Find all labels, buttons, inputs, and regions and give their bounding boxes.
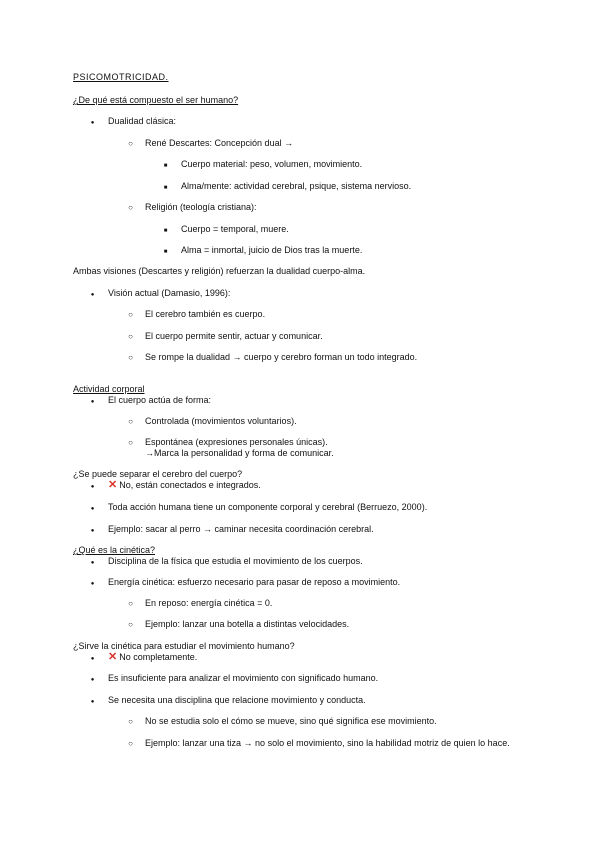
section-heading-composicion: ¿De qué está compuesto el ser humano? bbox=[73, 95, 239, 105]
bullet-disc-icon bbox=[87, 116, 98, 129]
bullet-circle-icon bbox=[125, 352, 136, 363]
section-heading-separar: ¿Se puede separar el cerebro del cuerpo? bbox=[73, 469, 243, 479]
bullet-disc-icon bbox=[87, 652, 98, 665]
list-item: Espontánea (expresiones personales únicas). bbox=[145, 437, 328, 447]
list-item-continuation: →Marca la personalidad y forma de comunicar. bbox=[145, 448, 334, 458]
list-item: Alma = inmortal, juicio de Dios tras la muerte. bbox=[181, 245, 363, 255]
bullet-disc-icon bbox=[87, 395, 98, 408]
list-item: Energía cinética: esfuerzo necesario para pasar de reposo a movimiento. bbox=[108, 577, 401, 587]
bullet-disc-icon bbox=[87, 502, 98, 515]
list-item: El cuerpo permite sentir, actuar y comunicar. bbox=[145, 331, 323, 341]
list-item: Dualidad clásica: bbox=[108, 116, 177, 126]
cross-mark-icon: ✕ bbox=[108, 479, 118, 491]
list-item: ✕ No completamente. bbox=[108, 651, 198, 663]
bullet-circle-icon bbox=[125, 138, 136, 149]
bullet-disc-icon bbox=[87, 695, 98, 708]
list-item: ✕ No, están conectados e integrados. bbox=[108, 479, 261, 491]
list-item: Alma/mente: actividad cerebral, psique, sistema nervioso. bbox=[181, 181, 412, 191]
bullet-circle-icon bbox=[125, 598, 136, 609]
bullet-square-icon bbox=[160, 224, 171, 237]
bullet-disc-icon bbox=[87, 673, 98, 686]
bullet-circle-icon bbox=[125, 619, 136, 630]
list-item: René Descartes: Concepción dual → bbox=[145, 138, 294, 148]
bullet-disc-icon bbox=[87, 288, 98, 301]
list-item: Ejemplo: sacar al perro → caminar necesita coordinación cerebral. bbox=[108, 524, 374, 534]
bullet-circle-icon bbox=[125, 437, 136, 448]
list-item: Cuerpo material: peso, volumen, movimiento. bbox=[181, 159, 363, 169]
list-item: Se necesita una disciplina que relacione movimiento y conducta. bbox=[108, 695, 366, 705]
bullet-circle-icon bbox=[125, 331, 136, 342]
cross-mark-icon: ✕ bbox=[108, 651, 118, 663]
bullet-disc-icon bbox=[87, 577, 98, 590]
bullet-circle-icon bbox=[125, 738, 136, 749]
list-item: Se rompe la dualidad → cuerpo y cerebro forman un todo integrado. bbox=[145, 352, 418, 362]
bullet-square-icon bbox=[160, 245, 171, 258]
list-item: Cuerpo = temporal, muere. bbox=[181, 224, 289, 234]
section-heading-cinetica: ¿Qué es la cinética? bbox=[73, 545, 156, 555]
document-title: PSICOMOTRICIDAD. bbox=[73, 72, 169, 82]
bullet-disc-icon bbox=[87, 524, 98, 537]
list-item: Religión (teología cristiana): bbox=[145, 202, 257, 212]
bullet-circle-icon bbox=[125, 416, 136, 427]
list-item: Visión actual (Damasio, 1996): bbox=[108, 288, 231, 298]
bullet-circle-icon bbox=[125, 309, 136, 320]
bullet-disc-icon bbox=[87, 480, 98, 493]
list-item: Disciplina de la física que estudia el movimiento de los cuerpos. bbox=[108, 556, 363, 566]
bullet-square-icon bbox=[160, 159, 171, 172]
paragraph: Ambas visiones (Descartes y religión) refuerzan la dualidad cuerpo-alma. bbox=[73, 266, 366, 276]
section-heading-sirve: ¿Sirve la cinética para estudiar el movimiento humano? bbox=[73, 641, 295, 651]
list-item: Ejemplo: lanzar una botella a distintas velocidades. bbox=[145, 619, 350, 629]
list-item: Toda acción humana tiene un componente corporal y cerebral (Berruezo, 2000). bbox=[108, 502, 428, 512]
list-item: Controlada (movimientos voluntarios). bbox=[145, 416, 297, 426]
bullet-circle-icon bbox=[125, 202, 136, 213]
list-item: No se estudia solo el cómo se mueve, sino qué significa ese movimiento. bbox=[145, 716, 437, 726]
list-item: Es insuficiente para analizar el movimiento con significado humano. bbox=[108, 673, 379, 683]
list-item: En reposo: energía cinética = 0. bbox=[145, 598, 273, 608]
section-heading-actividad: Actividad corporal bbox=[73, 384, 145, 394]
bullet-square-icon bbox=[160, 181, 171, 194]
list-item: El cuerpo actúa de forma: bbox=[108, 395, 212, 405]
list-item: Ejemplo: lanzar una tiza → no solo el movimiento, sino la habilidad motriz de quien lo hace. bbox=[145, 738, 510, 748]
bullet-circle-icon bbox=[125, 716, 136, 727]
list-item: El cerebro también es cuerpo. bbox=[145, 309, 266, 319]
bullet-disc-icon bbox=[87, 556, 98, 569]
